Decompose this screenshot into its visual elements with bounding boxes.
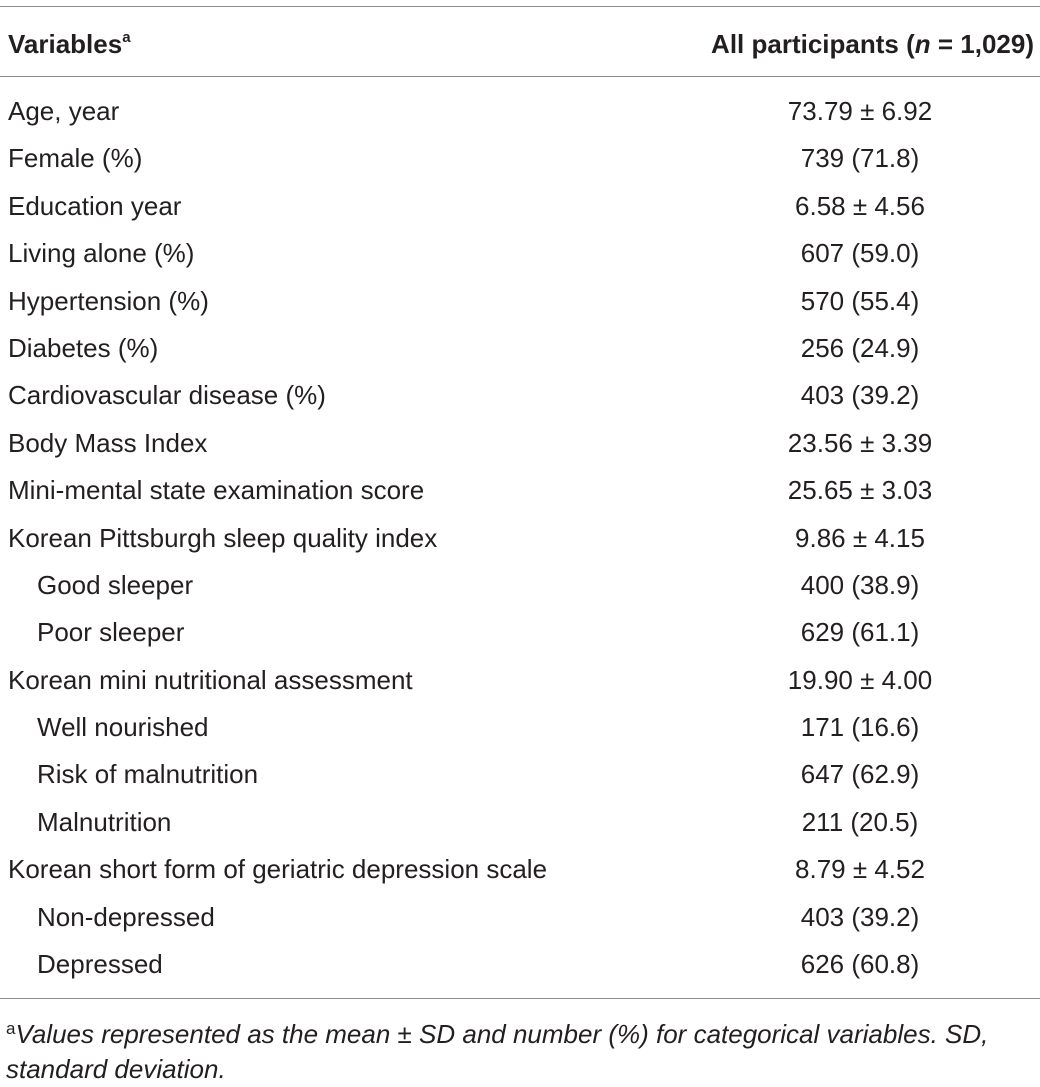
variable-label: Well nourished <box>37 712 209 743</box>
variable-label: Hypertension (%) <box>8 285 209 316</box>
participant-value: 211 (20.5) <box>801 806 919 837</box>
participant-value: 403 (39.2) <box>800 901 920 932</box>
footnote-marker: a <box>6 1019 16 1038</box>
variable-label: Korean mini nutritional assessment <box>8 664 413 695</box>
variable-label: Education year <box>8 190 182 221</box>
table-header <box>0 6 1040 76</box>
variable-label: Living alone (%) <box>8 238 195 269</box>
variable-label: Diabetes (%) <box>8 332 159 363</box>
table-row <box>0 515 1040 562</box>
table-row <box>0 657 1040 704</box>
participant-value: 171 (16.6) <box>800 712 920 743</box>
participant-value: 23.56 ± 3.39 <box>787 427 933 458</box>
participant-value: 9.86 ± 4.15 <box>795 522 925 553</box>
variable-label: Depressed <box>37 949 163 980</box>
table-row <box>0 420 1040 467</box>
participant-value: 19.90 ± 4.00 <box>787 664 933 695</box>
participant-value: 73.79 ± 6.92 <box>787 96 933 126</box>
participant-value: 647 (62.9) <box>800 759 920 790</box>
table-row <box>0 751 1040 798</box>
table-footnote <box>6 1011 1036 1087</box>
variable-label: Mini-mental state examination score <box>8 475 425 506</box>
header-rule <box>0 76 1040 77</box>
column-header-all-participants: All participants (n = 1,029) <box>711 29 1034 59</box>
variable-label: Non-depressed <box>37 901 215 932</box>
variable-label: Cardiovascular disease (%) <box>8 380 326 411</box>
participant-value: 6.58 ± 4.56 <box>795 190 925 221</box>
participant-value: 629 (61.1) <box>800 617 920 648</box>
table-row <box>0 562 1040 609</box>
table-row <box>0 278 1040 325</box>
variable-label: Body Mass Index <box>8 427 208 458</box>
table-row <box>0 372 1040 419</box>
variable-label: Poor sleeper <box>37 617 185 648</box>
table-row <box>0 183 1040 230</box>
participant-value: 25.65 ± 3.03 <box>787 475 933 506</box>
participant-value: 400 (38.9) <box>800 569 920 600</box>
table-row <box>0 799 1040 846</box>
participant-value: 626 (60.8) <box>800 949 920 980</box>
participant-value: 739 (71.8) <box>800 143 920 174</box>
table-row <box>0 88 1040 135</box>
column-header-variables: Variables$^a$ <box>8 29 131 59</box>
participant-value: 8.79 ± 4.52 <box>795 854 925 885</box>
table-row <box>0 846 1040 893</box>
variable-label: Female (%) <box>8 143 143 174</box>
participant-value: 607 (59.0) <box>800 238 920 269</box>
table-row <box>0 941 1040 988</box>
table-row <box>0 230 1040 277</box>
table-row <box>0 467 1040 514</box>
header-superscript: a <box>122 29 131 46</box>
table-row <box>0 135 1040 182</box>
table-row <box>0 704 1040 751</box>
table-row <box>0 609 1040 656</box>
table-row <box>0 894 1040 941</box>
variable-label: Malnutrition <box>37 806 172 837</box>
variable-label: Korean Pittsburgh sleep quality index <box>8 522 438 553</box>
table-body <box>0 88 1040 988</box>
footnote-text: Values represented as the mean ± SD and number (%) for categorical variables. SD, standard deviation. <box>6 1019 989 1084</box>
participant-value: 256 (24.9) <box>800 332 920 363</box>
participant-value: 403 (39.2) <box>800 380 920 411</box>
table-row <box>0 325 1040 372</box>
participant-value: 570 (55.4) <box>800 285 920 316</box>
bottom-rule <box>0 998 1040 999</box>
variable-label: Risk of malnutrition <box>37 759 259 790</box>
variable-label: Age, year <box>8 96 120 126</box>
variable-label: Good sleeper <box>37 569 194 600</box>
variable-label: Korean short form of geriatric depression scale <box>8 854 548 885</box>
